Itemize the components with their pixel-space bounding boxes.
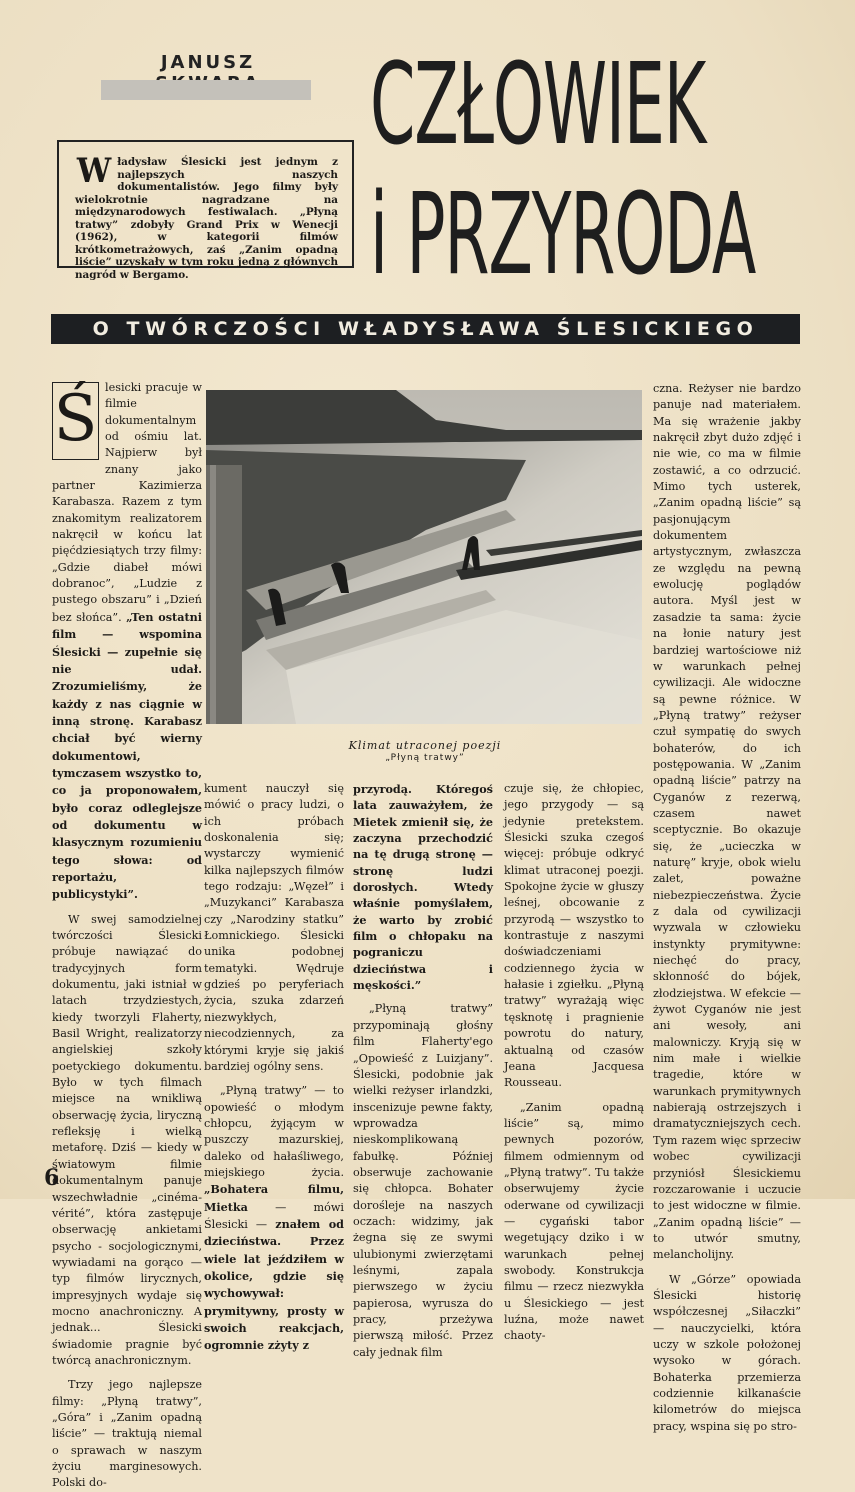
article-dropcap: Ś (52, 382, 99, 460)
intro-text: ładysław Ślesicki jest jednym z najlepszych naszych dokumentalistów. Jego filmy były wielokrotnie nagradzane na międzynarodowych festiwalach. „Płyną tratwy” zdobyły Grand Prix w Wenecji (1962), w kategorii filmów krótkometrażowych, zaś „Zanim opadną liście” uzyskały w tym roku jedną z głównych nagród w Bergamo. (75, 156, 338, 281)
paragraph: kument nauczył się mówić o pracy ludzi, o ich próbach doskonalenia się; wystarczy wymienić kilka najlepszych filmów tego rodzaju: „Węzeł” i „Muzykanci” Karabasza czy „Narodziny statku” Łomnickiego. Ślesicki unika podobnej tematyki. Wędruje gdzieś po peryferiach życia, szuka zdarzeń niezwykłych, niecodziennych, za którymi kryje się jakiś bardziej ogólny sens. (204, 782, 344, 1073)
paragraph: „Zanim opadną liście” są, mimo pewnych pozorów, filmem odmiennym od „Płyną tratwy”. Tu także obserwujemy życie oderwane od cywilizacji — cygański tabor wegetujący dziko i w warunkach pełnej swobody. Konstrukcja filmu — rzecz niezwykła u Ślesickiego — jest luźna, może nawet chaoty- (504, 1100, 644, 1343)
raft-photo-illustration (206, 390, 642, 724)
paragraph: „Płyną tratwy” przypominają głośny film Flaherty'ego „Opowieść z Luizjany”. Ślesicki, podobnie jak wielki reżyser irlandzki, inscenizuje pewne fakty, wprowadza nieskomplikowaną fabułkę. Później obserwuje zachowanie się chłopca. Bohater dorośleje na naszych oczach: widzimy, jak żegna się ze swymi ulubionymi zwierzętami leśnymi, zapala pierwszego w życiu papierosa, wyrusza do pracy, przeżywa pierwszą miłość. Przez cały jednak film (353, 1002, 493, 1359)
caption-title: Klimat utraconej poezji (348, 739, 502, 752)
paragraph (204, 1083, 344, 1355)
paragraph (52, 380, 202, 904)
text-column-4 (504, 781, 644, 1345)
paragraph: czuje się, że chłopiec, jego przygody — są jedynie pretekstem. Ślesicki szuka czegoś więcej: próbuje odkryć klimat utraconej poezji. Spokojne życie w głuszy leśnej, obcowanie z przyrodą — wszystko to kontrastuje z naszymi doświadczeniami codziennego życia w hałasie i zgiełku. „Płyną tratwy” wyrażają więc tęsknotę i pragnienie powrotu do natury, aktualną od czasów Jeana Jacquesa Rousseau. (504, 782, 644, 1090)
paragraph: W „Górze” opowiada Ślesicki historię współczesnej „Siłaczki” — nauczycielki, która uczy w szkole położonej wysoko w górach. Bohaterka przemierza codziennie kilkanaście kilometrów do miejsca pracy, wspina się po stro- (653, 1272, 801, 1433)
text-column-2 (204, 781, 344, 1355)
paragraph: przyrodą. Któregoś lata zauważyłem, że Mietek zmienił się, że zaczyna przechodzić na tę drugą stronę — stronę ludzi dorosłych. Wtedy właśnie pomyślałem, że warto by zrobić film o chłopaku na pograniczu dzieciństwa i męskości.” (353, 782, 493, 993)
text-column-5 (653, 381, 801, 1435)
text-column-1 (52, 380, 202, 1492)
film-still-photo (206, 390, 642, 724)
paragraph: Trzy jego najlepsze filmy: „Płyną tratwy”, „Góra” i „Zanim opadną liście” — traktują niemal o sprawach w naszym życiu marginesowych. Polski do- (52, 1378, 202, 1490)
title-line-2: i PRZYRODA (370, 170, 756, 300)
para-text: lesicki pracuje w filmie dokumentalnym od ośmiu lat. Najpierw był znany jako partner Kazimierza Karabasza. Razem z tym znakomitym realizatorem nakręcił w końcu lat pięćdziesiątych trzy filmy: „Gdzie diabeł mówi dobranoc”, „Ludzie z pustego obszaru” i „Dzień bez słońca”. (52, 381, 202, 624)
page-number: 6 (44, 1165, 60, 1191)
author-name: JANUSZ (160, 52, 256, 73)
paragraph: czna. Reżyser nie bardzo panuje nad materiałem. Ma się wrażenie jakby nakręcił zbyt dużo zdjęć i nie wie, co ma w filmie zostawić, a co odrzucić. Mimo tych usterek, „Zanim opadną liście” są pasjonującym dokumentem artystycznym, zwłaszcza ze względu na pewną ewolucję poglądów autora. Myśl jest w zasadzie ta sama: życie na łonie natury jest bardziej wartościowe niż w warunkach pełnej cywilizacji. Ale widoczne są pewne różnice. W „Płyną tratwy” reżyser czuł sympatię do swych bohaterów, do ich postępowania. W „Zanim opadną liście” patrzy na Cyganów z rezerwą, czasem nawet sceptycznie. Bo okazuje się, że „ucieczka w naturę” kryje, obok wielu zalet, poważne niebezpieczeństwa. Życie z dala od cywilizacji wyzwala w człowieku instynkty prymitywne: niechęć do pracy, skłonność do bójek, złodziejstwa. W efekcie — żywot Cyganów nie jest ani wesoły, ani malowniczy. Kryją się w nim małe i wielkie tragedie, które w warunkach prymitywnych nabierają ostrzejszych i dramatyczniejszych cech. Tym razem więc sprzeciw wobec cywilizacji przyniósł Ślesickiemu rozczarowanie i uczucie to jest widoczne w filmie. „Zanim opadną liście” — to utwór smutny, melancholijny. (653, 382, 801, 1262)
quote-text: znałem od dzieciństwa. Przez wiele lat jeździłem w okolice, gdzie się wychowywał: prymitywny, prosty w swoich reakcjach, ogromnie zżyty z (204, 1216, 344, 1353)
article-title (370, 40, 800, 300)
quote-text: „Bohatera filmu, Mietka (204, 1182, 344, 1214)
caption-film: „Płyną tratwy” (385, 753, 465, 763)
text-column-3 (353, 781, 493, 1361)
subtitle-banner: O TWÓRCZOŚCI WŁADYSŁAWA ŚLESICKIEGO (51, 314, 800, 344)
title-line-1: CZŁOWIEK (370, 40, 706, 170)
intro-dropcap: W (76, 151, 112, 191)
author-underline-bar (101, 80, 311, 100)
intro-box (57, 140, 354, 281)
para-text: „Płyną tratwy” — to opowieść o młodym chłopcu, żyjącym w puszczy mazurskiej, daleko od hałaśliwego, miejskiego życia. (204, 1084, 344, 1179)
paragraph: W swej samodzielnej twórczości Ślesicki próbuje nawiązać do tradycyjnych form dokumentu, jaki istniał w latach trzydziestych, kiedy tworzyli Flaherty, Basil Wright, realizatorzy angielskiej szkoły poetyckiego dokumentu. Było w tych filmach miejsce na wnikliwą obserwację życia, liryczną refleksję i wielką metaforę. Dziś — kiedy w światowym filmie dokumentalnym panuje wszechwładnie „cinéma-vérité”, która zastępuje obserwację ankietami psycho - socjologicznymi, wywiadami na gorąco — typ filmów lirycznych, impresyjnych wydaje się mocno anachroniczny. A jednak... Ślesicki świadomie pragnie być twórcą anachronicznym. (52, 912, 202, 1367)
photo-caption (300, 739, 550, 763)
quote-text: „Ten ostatni film — wspomina Ślesicki — zupełnie się nie udał. Zrozumieliśmy, że każdy z nas ciągnie w inną stronę. Karabasz chciał być wierny dokumentowi, tymczasem wszystko to, co ja proponowałem, było coraz odleglejsze od dokumentu w klasycznym rozumieniu tego słowa: od reportażu, publicystyki”. (52, 609, 203, 902)
para-text: — mówi Ślesicki — (204, 1200, 344, 1231)
